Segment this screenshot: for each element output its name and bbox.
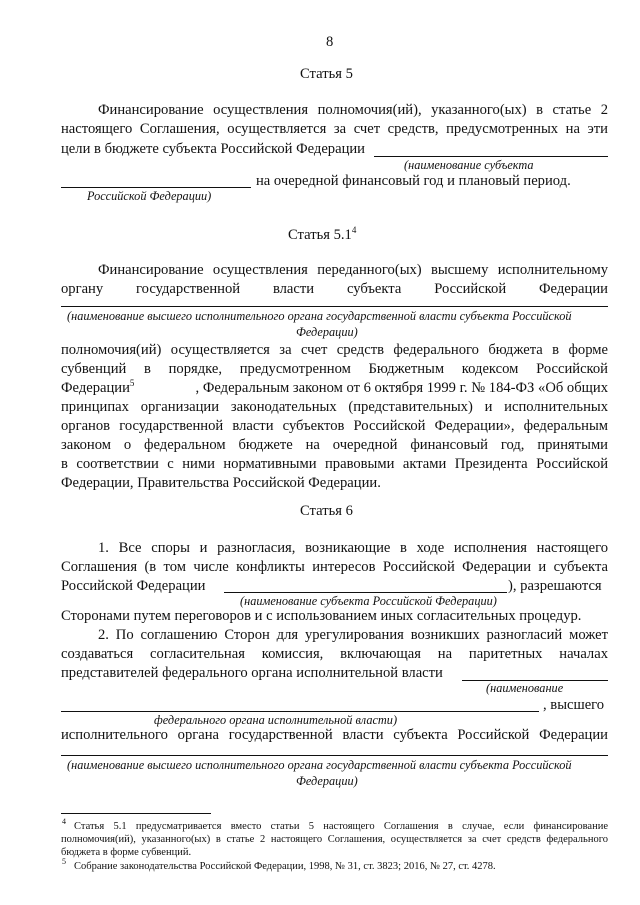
article-5-hint-2: Российской Федерации)	[87, 189, 212, 203]
footnote-separator	[61, 813, 211, 814]
footnote-5-line-1: Собрание законодательства Российской Федерации, 1998, № 31, ст. 3823; 2016, № 27, ст. 4278.	[74, 861, 496, 872]
article-5-1-hint-2: Федерации)	[296, 325, 358, 339]
page-number: 8	[326, 34, 334, 50]
article-5-1-hint-1: (наименование высшего исполнительного органа государственной власти субъекта Российской	[67, 309, 572, 323]
article-6-p1-line-1: 1. Все споры и разногласия, возникающие в ходе исполнения настоящего	[98, 540, 608, 556]
article-5-line-1: Финансирование осуществления полномочия(ий), указанного(ых) в статье 2	[98, 102, 608, 118]
article-5-1-para-4: принципах организации законодательных (представительных) и исполнительных	[61, 399, 608, 415]
article-6-p1-line-3b: ), разрешаются	[508, 578, 602, 594]
footnote-ref-4[interactable]: 4	[351, 225, 357, 236]
footnote-4-mark: 4	[62, 817, 66, 826]
article-6-blank-4[interactable]	[61, 755, 608, 756]
article-6-p2-line-1: 2. По соглашению Сторон для урегулирования возникших разногласий может	[98, 627, 608, 643]
article-6-p2-line-5: исполнительного органа государственной власти субъекта Российской Федерации	[61, 727, 608, 743]
word: органу	[61, 281, 104, 297]
article-6-p1-line-4: Сторонами путем переговоров и с использованием иных согласительных процедур.	[61, 608, 582, 624]
article-5-line-2: настоящего Соглашения, осуществляется за счет средств, предусмотренных на эти	[61, 121, 608, 137]
article-5-line-3: цели в бюджете субъекта Российской Федерации	[61, 141, 365, 157]
article-5-title: Статья 5	[300, 66, 353, 82]
article-6-blank-3[interactable]	[61, 711, 539, 712]
article-6-p1-line-3a: Российской Федерации	[61, 578, 206, 594]
article-5-hint-1: (наименование субъекта	[404, 158, 534, 172]
word: Российской	[434, 281, 507, 297]
footnote-5-mark: 5	[62, 857, 66, 866]
article-6-hint-4: (наименование высшего исполнительного органа государственной власти субъекта Российской	[67, 758, 572, 772]
article-6-title: Статья 6	[300, 503, 353, 519]
article-5-1-line-2	[61, 281, 608, 298]
word: власти	[272, 281, 315, 297]
article-6-p2-line-4: , высшего	[543, 697, 605, 713]
article-6-hint-5: Федерации)	[296, 774, 358, 788]
footnote-ref-5[interactable]: 5	[129, 378, 135, 389]
article-5-1-para-8: Федерации, Правительства Российской Федерации.	[61, 475, 381, 491]
article-6-p2-line-2: создаваться согласительная комиссия, включающая на паритетных началах	[61, 646, 608, 662]
article-5-1-line-1: Финансирование осуществления переданного(ых) высшему исполнительному	[98, 262, 608, 278]
footnote-4-line-1: Статья 5.1 предусматривается вместо статьи 5 настоящего Соглашения в случае, если финансирование	[74, 821, 608, 832]
article-5-1-title-text: Статья 5.1	[288, 227, 352, 243]
article-5-1-blank-1[interactable]	[61, 306, 608, 307]
article-5-1-para-7: в соответствии с ними нормативными правовыми актами Президента Российской	[61, 456, 608, 472]
article-5-blank-2[interactable]	[61, 187, 251, 188]
para-3-text-b: , Федеральным законом от 6 октября 1999 г. № 184-ФЗ «Об общих	[195, 380, 608, 396]
article-5-1-para-5: органов государственной власти субъектов Российской Федерации», федеральным	[61, 418, 608, 434]
article-5-1-para-1: полномочия(ий) осуществляется за счет средств федерального бюджета в форме	[61, 342, 608, 358]
article-6-hint-2: (наименование	[486, 681, 564, 695]
footnote-4-line-2: полномочия(ий), указанного(ых) в статье 2 настоящего Соглашения, осуществляется за счет средств федерального	[61, 834, 608, 845]
article-6-hint-1: (наименование субъекта Российской Федерации)	[240, 594, 497, 608]
word: Федерации	[539, 281, 608, 297]
footnote-4-line-3: бюджета в форме субвенций.	[61, 847, 192, 858]
article-5-line-4: на очередной финансовый год и плановый период.	[256, 173, 571, 189]
article-6-hint-3: федерального органа исполнительной власти)	[154, 713, 398, 727]
article-5-1-para-3-start	[61, 380, 134, 397]
word: государственной	[136, 281, 241, 297]
article-5-1-para-3	[61, 380, 608, 397]
article-5-blank-1[interactable]	[374, 156, 608, 157]
article-5-1-para-2: субвенций в порядке, предусмотренном Бюджетным кодексом Российской	[61, 361, 608, 377]
para-3-text-a: Федерации	[61, 380, 130, 396]
word: субъекта	[346, 281, 402, 297]
article-6-p2-line-3: представителей федерального органа исполнительной власти	[61, 665, 443, 681]
article-6-p1-line-2: Соглашения (в том числе конфликты интересов Российской Федерации и субъекта	[61, 559, 608, 575]
article-5-1-para-6: законом о федеральном бюджете на очередной финансовый год, принятыми	[61, 437, 608, 453]
article-6-blank-1[interactable]	[224, 592, 507, 593]
article-5-1-title	[288, 227, 356, 244]
